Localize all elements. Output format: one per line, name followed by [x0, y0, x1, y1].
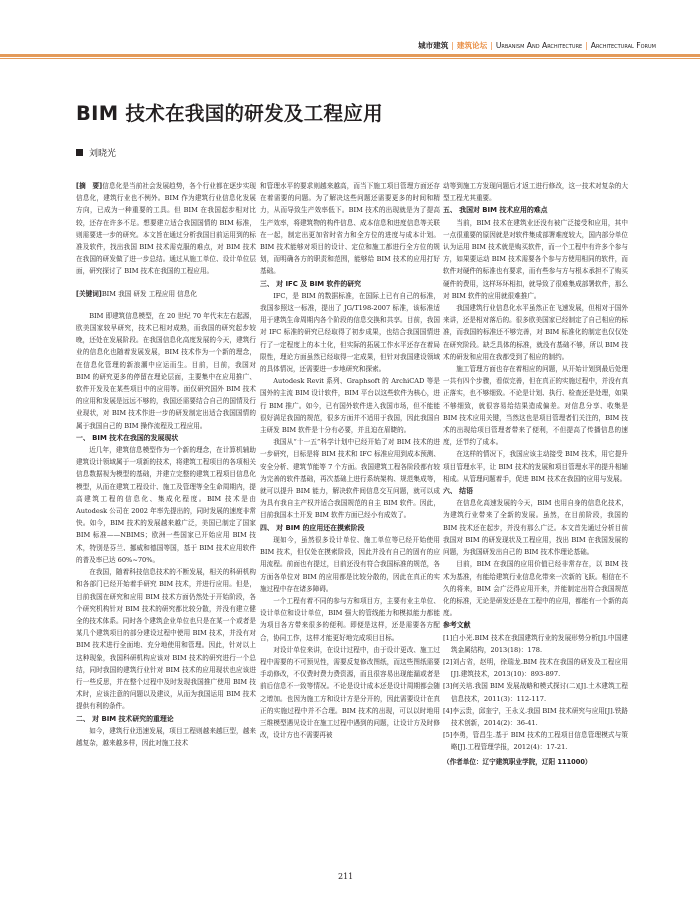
body-paragraph: 近几年，建筑信息模型作为一个新的理念，在计算机辅助建筑设计领域属于一项新的技术，将建筑工程项目的各项相关信息数据视为模型的基础，并建立完整的建筑工程项目信息化模型，从而在建筑工程设计、施工及管理等全生命周期内，提高建筑工程的信息化、集成化程度。BIM 技术是由 Autodesk 公司在 2002 年率先提出的，同时发展的速度非常快。如今，BIM 技术的发展越来越广泛，美国已制定了国家 BIM 标准——NBIMS；欧洲一些国家已开始应用 BIM 技术，特别是芬兰、挪威和德国等国，基于 BIM 技术应用软件的普及率已达 60%~70%。 [76, 446, 256, 564]
column-3-body [443, 180, 628, 754]
header-section-cn2: 建筑论坛 [456, 41, 488, 50]
body-paragraph: 动等到施工方发现问题后才返工进行修改，这一技术对复杂的大型工程尤其重要。 [443, 182, 628, 203]
page-number: 211 [338, 872, 354, 881]
column-2-body [260, 180, 440, 741]
column-1-body [76, 310, 256, 749]
reference-item: [3]何关培.我国 BIM 发展战略和模式探讨(二)[J].土木建筑工程信息技术，2011(3)：112-117. [443, 682, 628, 703]
reference-item: [5]李勇，管昌生.基于 BIM 技术的工程项目信息管理模式与策略[J].工程管理学报，2012(4)：17-21. [443, 731, 628, 752]
header-rule [0, 54, 700, 57]
body-paragraph: 一个工程有着不同的参与方和项目方，主要有业主单位、设计单位和设计单位，BIM 强大的管线能力和模拟能力都能为项目各方带来很多的便利。即便是这样，还是需要各方配合，协同工作，这样才能更好地完成项目目标。 [260, 596, 440, 642]
section-heading: 六、 结语 [443, 487, 473, 496]
header-section-en1: Urbanism And Architecture [495, 41, 583, 50]
abstract-label: [摘 要] [76, 182, 103, 190]
header-section-cn1: 城市建筑 [417, 41, 449, 50]
reference-item: [4]李云贵，邱奎宁，王永义.我国 BIM 技术研究与应用[J].铁路技术创新，2014(2)：36-41. [443, 706, 628, 727]
body-paragraph: Autodesk Revit 系列、Graphsoft 的 ArchiCAD 等是国外的主流 BIM 设计软件，BIM 平台以这些软件为核心，进行 BIM 推广。如今，已有国外软件进入我国市场，但不能能很好满足我国的规范，很多方面并不适用于我国，因此我国自主研发 BIM 软件是十分有必要，并且迫在眉睫的。 [260, 377, 440, 435]
reference-item: [2]刘占省，赵明，徐瑞龙.BIM 技术在我国的研发及工程应用[J].建筑技术，2013(10)：893-897. [443, 657, 628, 679]
abstract [76, 180, 256, 278]
author-line [76, 146, 116, 159]
author-name: 刘晓光 [89, 149, 117, 159]
running-header: 城市建筑 | 建筑论坛 | Urbanism And Architecture | Architectural Forum [417, 41, 656, 50]
square-bullet-icon [76, 149, 83, 156]
abstract-text: 信息化是当前社会发展趋势，各个行业都在逐步实现信息化，建筑行业也不例外。BIM 作为建筑行业信息化发展方向，已成为一种重要的工具。但 BIM 在我国起步相对比较，还存在许多不足。想要建立适合我国国情的 BIM 标准，则需要进一步的研究。本文旨在通过分析我国目前运用到的标准及软件，找出我国 BIM 技术需克服的难点，对 BIM 技术在我国的研发做了进一步总结。通过从施工单位、设计单位层面，研究探讨了 BIM 技术在我国的工程应用。 [76, 182, 256, 276]
body-paragraph: 在这样的情况下，我国应该主动接受 BIM 技术，用它提升项目管理水平，让 BIM 技术的发展和项目管理水平的提升相辅相成。从管理问题着手，促进 BIM 技术在我国的应用与发展。 [443, 450, 628, 483]
body-paragraph: BIM 即建筑信息模型，在 20 世纪 70 年代末左右起源，欧美国家较早研究，技术已相对成熟，而我国的研究起步较晚，还处在发展阶段。在我国信息化高度发展的今天，建筑行业的信息化也随着发展发展，BIM 技术作为一个新的理念，在信息化管理的新浪潮中应运而生。目前，目前，我国对 BIM 的研究更多的停留在理论层面，主要集中在应用推广、软件开发及在某些项目中的应用等。面仅研究国外 BIM 技术的应用和发展是远远不够的，我国还需要结合自己的国情及行业现状，对 BIM 技术作进一步的研发制定出适合我国国情的属于我国自己的 BIM 操作流程及工程应用。 [76, 311, 256, 430]
body-paragraph: 当前，BIM 技术在建筑业还没有被广泛接受和应用，其中一点很重要的原因就是对软件集成部署难度较大，国内部分单位认为运用 BIM 技术就是购买软件，而一个工程中有许多个参与方，如果要运动 BIM 技术需要各个参与方使用相同的软件，而软件对硬件的标准也有要求，而有些参与方与根本承担不了购买硬件的费用，这样环环相扣，就导致了很难集成部署软件，那么对 BIM 软件的应用就很难推广。 [443, 218, 628, 300]
body-paragraph: 如今，建筑行业迅速发展，项目工程则越来越巨型，越来越复杂，越来越多样，因此对施工技术 [76, 726, 256, 747]
reference-item: [1]白小光.BIM 技术在我国建筑行业的发展形势分析[J].中国建筑金属结构，2013(18)：178. [443, 633, 628, 654]
section-heading: 四、 对 BIM 的应用还在摸索阶段 [260, 523, 365, 532]
article-title: BIM 技术在我国的研发及工程应用 [76, 102, 383, 125]
body-paragraph: 对设计单位来讲，在设计过程中，由于设计更改、施工过程中需要的不可预见性，需要反复修改图纸，而这些图纸需要手动修改，不仅费时费力费资源，而且很容易出现能漏或者是前后信息不一致等情况。不论是设计成本还是设计周期都会随之增加。也因为施工方和设计方是分开的，因此需要设计在真正的实施过程中并不合理。BIM 技术的出现，可以以时地用三维模型遇见设计在施工过程中遇到的问题，让设计方及时修改，设计方也不需要再被 [260, 645, 440, 740]
keywords-text: BIM 我国 研发 工程应用 信息化 [101, 289, 197, 298]
section-heading: 五、 我国对 BIM 技术应用的难点 [443, 206, 548, 215]
section-heading: 参考文献 [443, 621, 471, 630]
keywords-label: [关键词] [76, 289, 102, 298]
column-2 [260, 180, 440, 741]
body-paragraph: 施工管理方面也存在着相应的问题，从开始计划到最后处理一共有四个步骤，看似完善，但在真正的实施过程中，并没有真正落实，也不够细致。不论是计划、执行、检查还是处理，如果不够细致，就很容易给结果造成偏差。对信息分享、收集是 BIM 技术应用关键，当然这也是项目管理者们关注的，BIM 技术的出现给项目管理者带来了便利，不但提高了传播信息的速度，还节约了成本。 [443, 365, 628, 447]
body-paragraph: 我国从“十一五”科学计划中已经开始了对 BIM 技术的进一步研究，目标是将 BIM 技术和 IFC 标准应用到成本预测、安全分析、建筑节能等 7 个方面。我国建筑工程各阶段都有较为完善的软件基础，再次基础上进行系统架构、规范集成等，就可以提升 BIM 能力，解决软件间信息交互问题，就可以成为具有我自主产权并适合我国规范的自主 BIM 软件。因此，目前我国本土开发 BIM 软件方面已经小有成效了。 [260, 438, 440, 520]
body-paragraph: 在信息化高速发展的今天，BIM 也用自身的信息化技术，为建筑行业带来了全新的发展。虽然，在目前阶段，我国的 BIM 技术还在起步，并没有那么广泛。本文首先通过分析目前我国对 BIM 的研发现状及工程应用，找出 BIM 在我国发展的问题，为我国研发出自己的 BIM 技术作理论基础。 [443, 499, 628, 557]
section-heading: 三、 对 IFC 及 BIM 软件的研究 [260, 279, 362, 288]
column-1 [76, 180, 256, 749]
keywords [76, 288, 256, 300]
section-heading: 二、 对 BIM 技术研究的重理论 [76, 714, 174, 723]
body-paragraph: 目前，BIM 在我国的应用价值已经非常存在，以 BIM 技术为基准，有能给建筑行业信息化带来一次新的飞跃。相信在不久的将来，BIM 会广泛得应用开来，并能制定出符合我国规范化的标准，无论是研发还是在工程中的应用，都能有一个新的高度。 [443, 560, 628, 618]
header-section-en2: Architectural Forum [590, 41, 656, 50]
author-affiliation: （作者单位：辽宁建筑职业学院，辽阳 111000） [443, 757, 592, 766]
body-paragraph: 我国建筑行业信息化水平虽然正在飞速发展，但相对于国外来讲，还是相对落后的。很多欧美国家已经制定了自己相应的标准，而我国的标准还不够完善，对 BIM 标准化的制定也仅仅处在研究阶段。缺乏具体的标准，就没有基础不够，所以 BIM 技术的研发和应用在我都受到了相应的制约。 [443, 304, 628, 361]
body-paragraph: IFC，是 BIM 的数据标准，在国际上已有自己的标准，我国参照这一标准，提出了 JG/T198-2007 标准，该标准适用于建筑生命周期内各个阶段的信息交换和共享。目前，我国对 IFC 标准的研究已经取得了初步成果，也结合我国国情进行了一定程度上的本土化，但实际的拓展工作水平还存在着局限性，理论方面虽然已经取得一定成果，但针对我国建设领域的具体情况，还需要进一步地研究和探索。 [260, 291, 440, 374]
body-paragraph: 和管理水平的要求则越来越高，而当下施工项目管理方面还存在着需要的问题。为了解决这些问题还需要更多的时间和精力，从而导致生产效率低下。BIM 技术的出现就是为了提高生产效率，将建筑物的构件信息、成本信息和进度信息等关联在一起，制定出更加省时省力和全方位的进度与成本计划。BIM 技术能够对项目的设计、定位和施工都进行全方位的规划，而明确各方的职责和范围，能够给 BIM 技术的应用打好基础。 [260, 182, 440, 276]
header-rule-thin [0, 58, 700, 59]
section-heading: 一、 BIM 技术在我国的发展现状 [76, 433, 179, 442]
body-paragraph: 在我国，随着科技信息技术的不断发展，相关的科研机构和各部门已经开始着手研究 BIM 技术，并进行应用。但是，目前我国在研究和应用 BIM 技术方面仍然处于开始阶段，各个研究机构针对 BIM 技术的研究都比较分散，并没有建立健全的技术体系。同时各个建筑企业单位也只是在某一个或者是某几个建筑项目的部分建设过程中使用 BIM 技术，并没有对 BIM 技术进行全面地、充分地使用和管理。因此，针对以上这种现象，我国科研机构应该对 BIM 技术的研究进行一个总结，同时我国的建筑行业针对 BIM 技术的应用现状也应该进行一些反思，并在整个过程中及时发现我国推广使用 BIM 技术时，应该注意的问题以及建议，从而为我国运用 BIM 技术提供有利的条件。 [76, 568, 256, 711]
body-paragraph: 现如今，虽然很多设计单位、施工单位等已经开始使用 BIM 技术，但仅处在摸索阶段，因此并没有自己的固有的应用流程。前面也有提过，目前还没有符合我国标准的规范，各方面各单位对 BIM 的应用都是比较分散的，因此在真正的实施过程中存在诸多障碍。 [260, 535, 440, 593]
column-3 [443, 180, 628, 768]
